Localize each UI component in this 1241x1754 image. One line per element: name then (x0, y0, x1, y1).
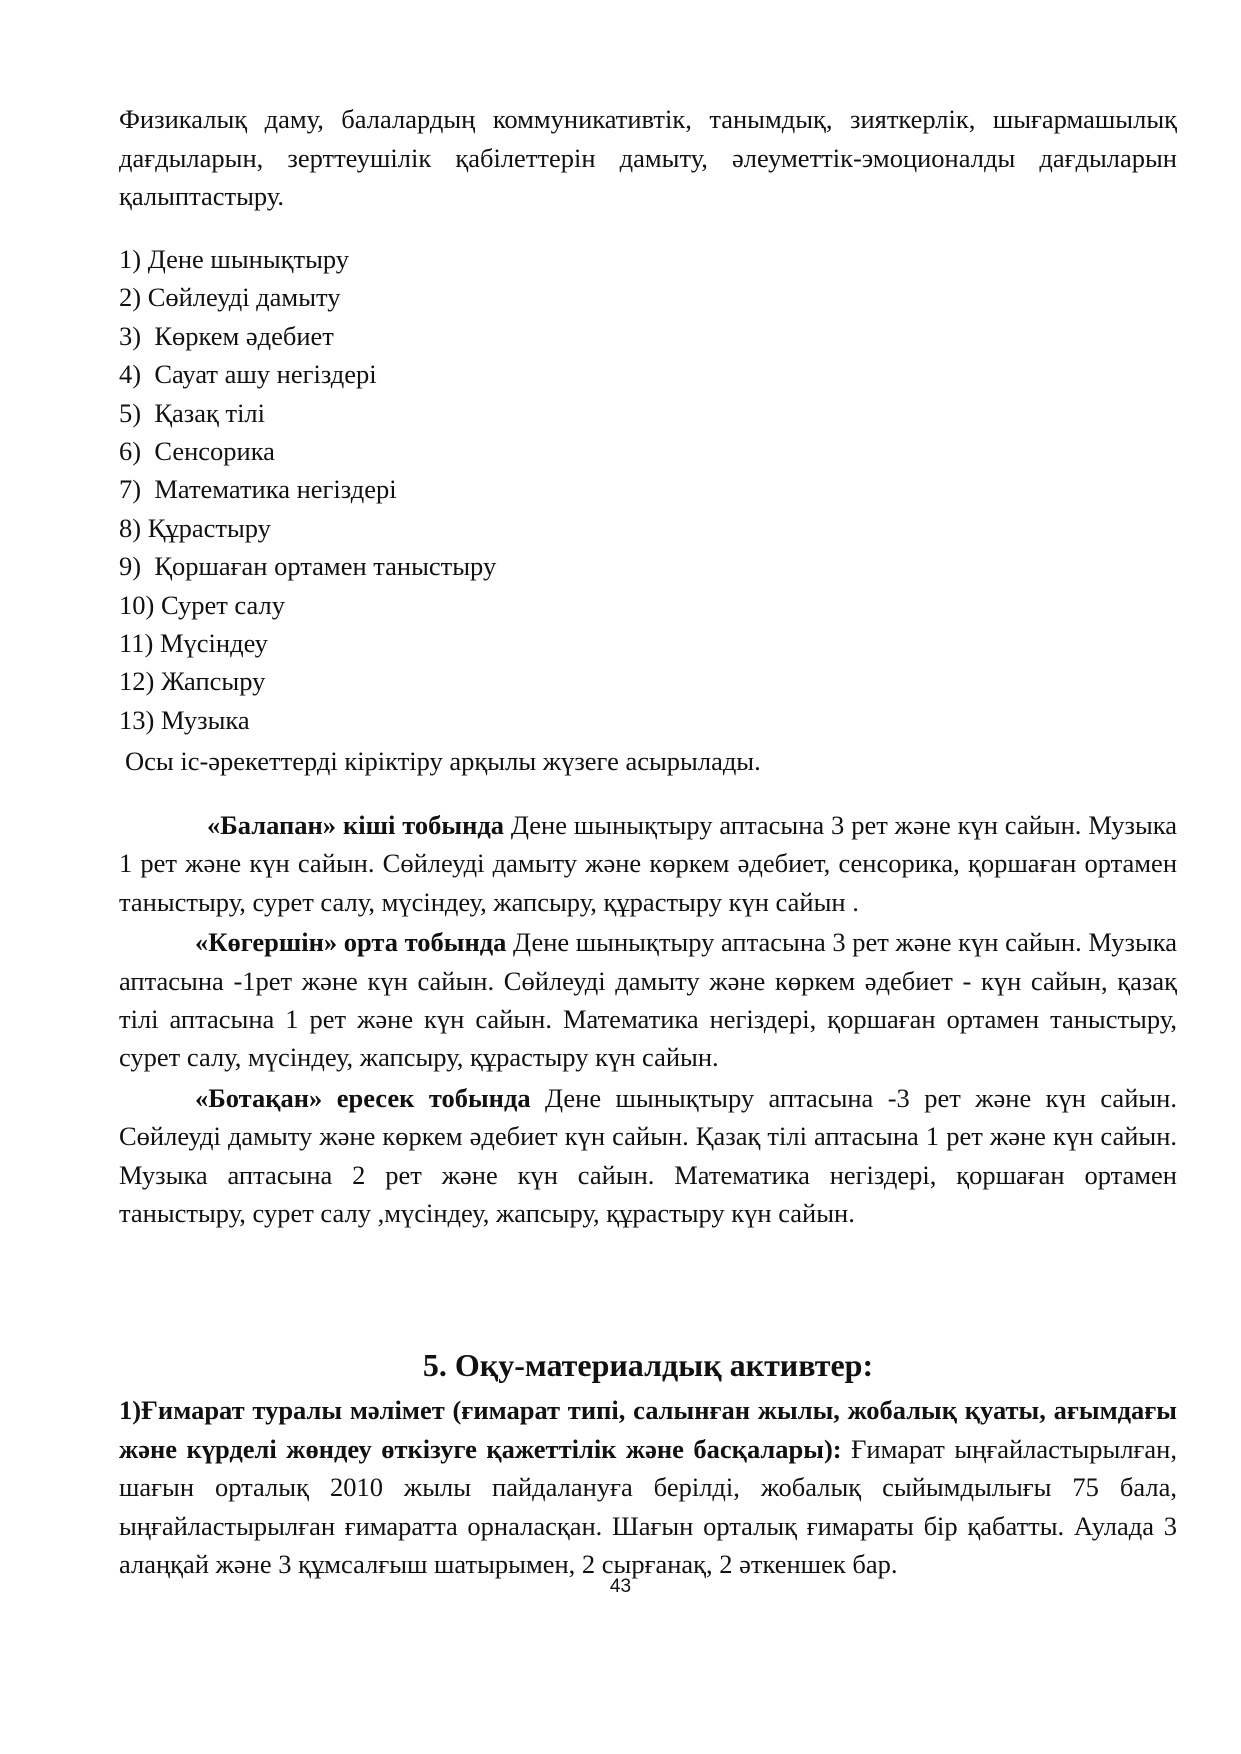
activity-item: 3) Көркем әдебиет (119, 320, 334, 351)
intro-paragraph: Физикалық даму, балалардың коммуникативтік, танымдық, зияткерлік, шығармашылық дағдыларын, зерттеушілік қабілеттерін дамыту, әлеуметтік-эмоционалды дағдыларын қалыптастыру. (119, 104, 1177, 212)
activity-list (119, 240, 496, 739)
group-paragraph-kogershin (119, 923, 1177, 1077)
closing-sentence: Осы іс-әрекеттерді кіріктіру арқылы жүзеге асырылады. (125, 746, 761, 776)
activity-item: 1) Дене шынықтыру (119, 244, 350, 274)
intro-block (119, 100, 1177, 216)
section-subheading: 1)Ғимарат туралы мәлімет (ғимарат типі, салынған жылы, жобалық қуаты, ағымдағы және күрделі жөндеу өткізуге қажеттілік және басқалары): (119, 1395, 1177, 1464)
group-schedules (119, 806, 1177, 1232)
group-paragraph-botakan (119, 1079, 1177, 1233)
activity-item: 11) Мүсіндеу (119, 628, 268, 659)
group-title: «Ботақан» ересек тобында (195, 1082, 531, 1113)
activity-item: 6) Сенсорика (119, 436, 275, 467)
activity-item: 2) Сөйлеуді дамыту (119, 282, 341, 313)
group-title: «Балапан» кіші тобында (207, 810, 504, 840)
group-text: Дене шынықтыру аптасына -3 рет және күн сайын. Сөйлеуді дамыту және көркем әдебиет күн сайын. Қазақ тілі аптасына 1 рет және күн сайын. Музыка аптасына 2 рет және күн сайын. Математика негіздері, қоршаған ортамен таныстыру, сурет салу ,мүсіндеу, жапсыру, құрастыру күн сайын. (119, 1082, 1177, 1229)
activity-item: 9) Қоршаған ортамен таныстыру (119, 551, 497, 582)
section-heading: 5. Оқу-материалдық активтер: (422, 1347, 874, 1383)
group-text: Дене шынықтыру аптасына 3 рет және күн сайын. Музыка 1 рет және күн сайын. Сөйлеуді дамыту және көркем әдебиет, сенсорика, қоршаған ортамен таныстыру, сурет салу, мүсіндеу, жапсыру, құрастыру күн сайын . (119, 810, 1177, 917)
activity-item: 4) Сауат ашу негіздері (119, 359, 377, 390)
section-paragraph (119, 1391, 1177, 1584)
activity-item: 5) Қазақ тілі (119, 397, 266, 428)
activity-item: 12) Жапсыру (119, 666, 266, 697)
group-text: Дене шынықтыру аптасына 3 рет және күн сайын. Музыка аптасына -1рет және күн сайын. Сөйлеуді дамыту және көркем әдебиет - күн сайын, қазақ тілі аптасына 1 рет және күн сайын. Математика негіздері, қоршаған ортамен таныстыру, сурет салу, мүсіндеу, жапсыру, құрастыру күн сайын. (119, 927, 1177, 1073)
activity-item: 8) Құрастыру (119, 512, 271, 543)
activity-item: 10) Сурет салу (119, 589, 285, 620)
group-title: «Көгершін» орта тобында (195, 927, 507, 958)
activity-item: 13) Музыка (119, 704, 250, 735)
group-paragraph-balapan (119, 806, 1177, 921)
page-number: 43 (609, 1576, 632, 1597)
section-text: Ғимарат ыңғайластырылған, шағын орталық 2010 жылы пайдалануға берілді, жобалық сыйымдылығы 75 бала, ыңғайластырылған ғимаратта орналасқан. Шағын орталық ғимараты бір қабатты. Аулада 3 алаңқай және 3 құмсалғыш шатырымен, 2 сырғанақ, 2 әткеншек бар. (119, 1433, 1177, 1580)
activity-item: 7) Математика негіздері (119, 474, 397, 505)
